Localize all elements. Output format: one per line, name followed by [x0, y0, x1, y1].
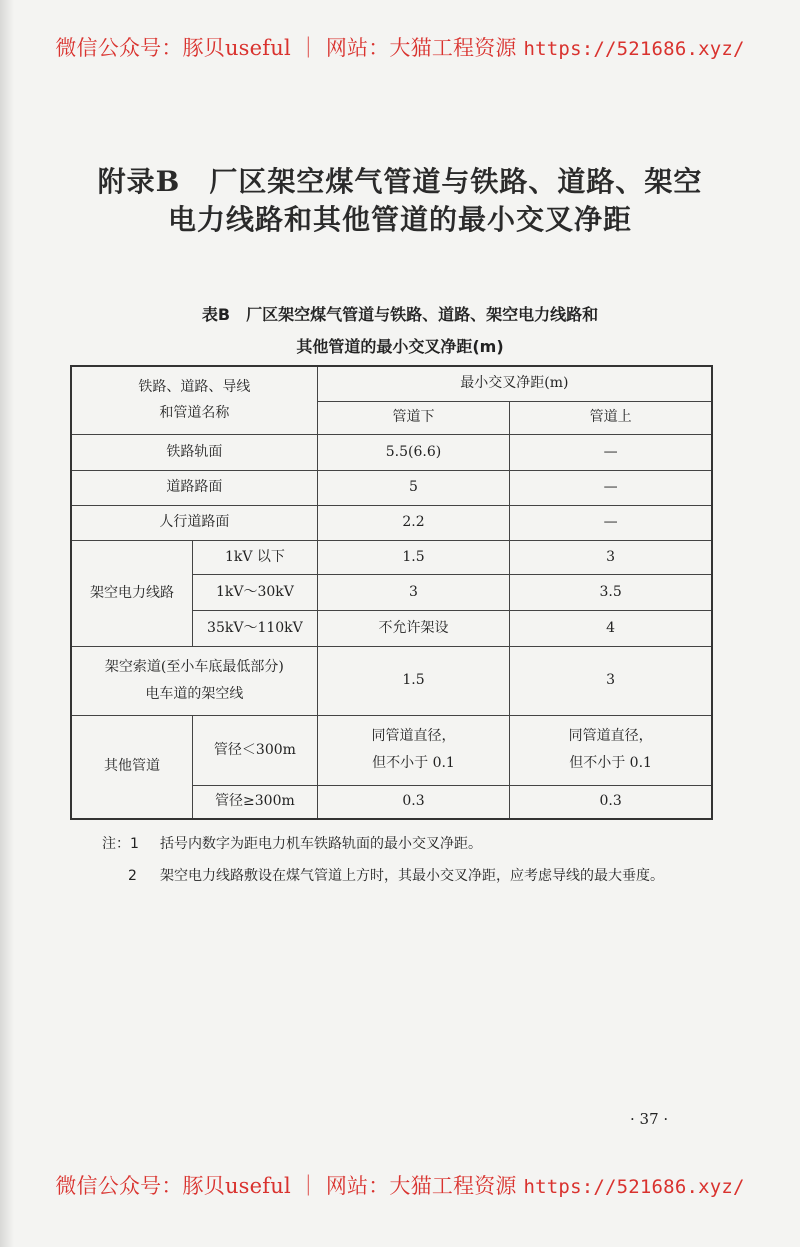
header-group: 最小交叉净距(m)	[317, 366, 712, 401]
row-above: 0.3	[510, 785, 712, 819]
note-2	[102, 860, 722, 892]
note-1	[102, 828, 722, 860]
row-below: 3	[317, 574, 509, 610]
table-notes	[102, 828, 722, 892]
note-text: 括号内数字为距电力机车铁路轨面的最小交叉净距。	[160, 836, 482, 852]
note-text: 架空电力线路敷设在煤气管道上方时，其最小交叉净距，应考虑导线的最大垂度。	[160, 868, 664, 884]
cell-line: 但不小于 0.1	[372, 755, 455, 771]
note-number: 注：1	[102, 836, 139, 852]
row-above: 3	[510, 540, 712, 574]
row-below: 1.5	[317, 646, 509, 715]
cell-line: 但不小于 0.1	[569, 755, 652, 771]
row-sub: 管径＜300m	[193, 715, 318, 785]
row-below: 1.5	[317, 540, 509, 574]
row-below: 5.5(6.6)	[317, 434, 509, 470]
clearance-table	[70, 365, 713, 820]
table-row	[71, 540, 712, 574]
row-below: 2.2	[317, 505, 509, 540]
header-below: 管道下	[317, 401, 509, 434]
header-name-line2: 和管道名称	[159, 405, 230, 422]
page-number: · 37 ·	[630, 1110, 669, 1128]
row-name	[71, 646, 317, 715]
row-above: 4	[510, 610, 712, 646]
row-below: 5	[317, 470, 509, 505]
table-row	[71, 646, 712, 715]
header-name-cell	[71, 366, 317, 434]
row-name-line2: 电车道的架空线	[145, 685, 244, 702]
row-below: 0.3	[317, 785, 509, 819]
watermark-bottom	[0, 1170, 800, 1200]
row-below: 不允许架设	[317, 610, 509, 646]
watermark-url: https://521686.xyz/	[523, 38, 745, 60]
group-name: 架空电力线路	[71, 540, 193, 646]
row-below	[317, 715, 509, 785]
row-above: —	[510, 505, 712, 540]
row-sub: 1kV～30kV	[193, 574, 318, 610]
cell-line: 同管道直径，	[371, 728, 456, 745]
row-sub: 35kV～110kV	[193, 610, 318, 646]
table-row	[71, 505, 712, 540]
table-row	[71, 715, 712, 785]
table-row	[71, 470, 712, 505]
table-row	[71, 434, 712, 470]
row-above: 3	[510, 646, 712, 715]
watermark-top	[0, 32, 800, 62]
row-name: 人行道路面	[71, 505, 317, 540]
row-name-line1: 架空索道(至小车底最低部分)	[104, 658, 284, 675]
header-name-line1: 铁路、道路、导线	[138, 378, 251, 395]
appendix-title-line1: 附录B 厂区架空煤气管道与铁路、道路、架空	[97, 165, 703, 198]
appendix-title-line2: 电力线路和其他管道的最小交叉净距	[167, 203, 632, 236]
row-above: 3.5	[510, 574, 712, 610]
group-name: 其他管道	[71, 715, 193, 819]
watermark-url: https://521686.xyz/	[523, 1176, 745, 1198]
row-name: 道路路面	[71, 470, 317, 505]
row-above	[510, 715, 712, 785]
watermark-text: 微信公众号：豚贝useful ｜ 网站：大猫工程资源	[55, 1174, 524, 1198]
row-sub: 管径≥300m	[193, 785, 318, 819]
row-sub: 1kV 以下	[193, 540, 318, 574]
note-number: 2	[128, 868, 137, 884]
table-caption-line1: 表B 厂区架空煤气管道与铁路、道路、架空电力线路和	[201, 305, 599, 324]
row-above: —	[510, 434, 712, 470]
table-caption-line2: 其他管道的最小交叉净距(m)	[296, 337, 504, 356]
cell-line: 同管道直径，	[568, 728, 653, 745]
row-above: —	[510, 470, 712, 505]
row-name: 铁路轨面	[71, 434, 317, 470]
watermark-text: 微信公众号：豚贝useful ｜ 网站：大猫工程资源	[55, 36, 524, 60]
header-above: 管道上	[510, 401, 712, 434]
